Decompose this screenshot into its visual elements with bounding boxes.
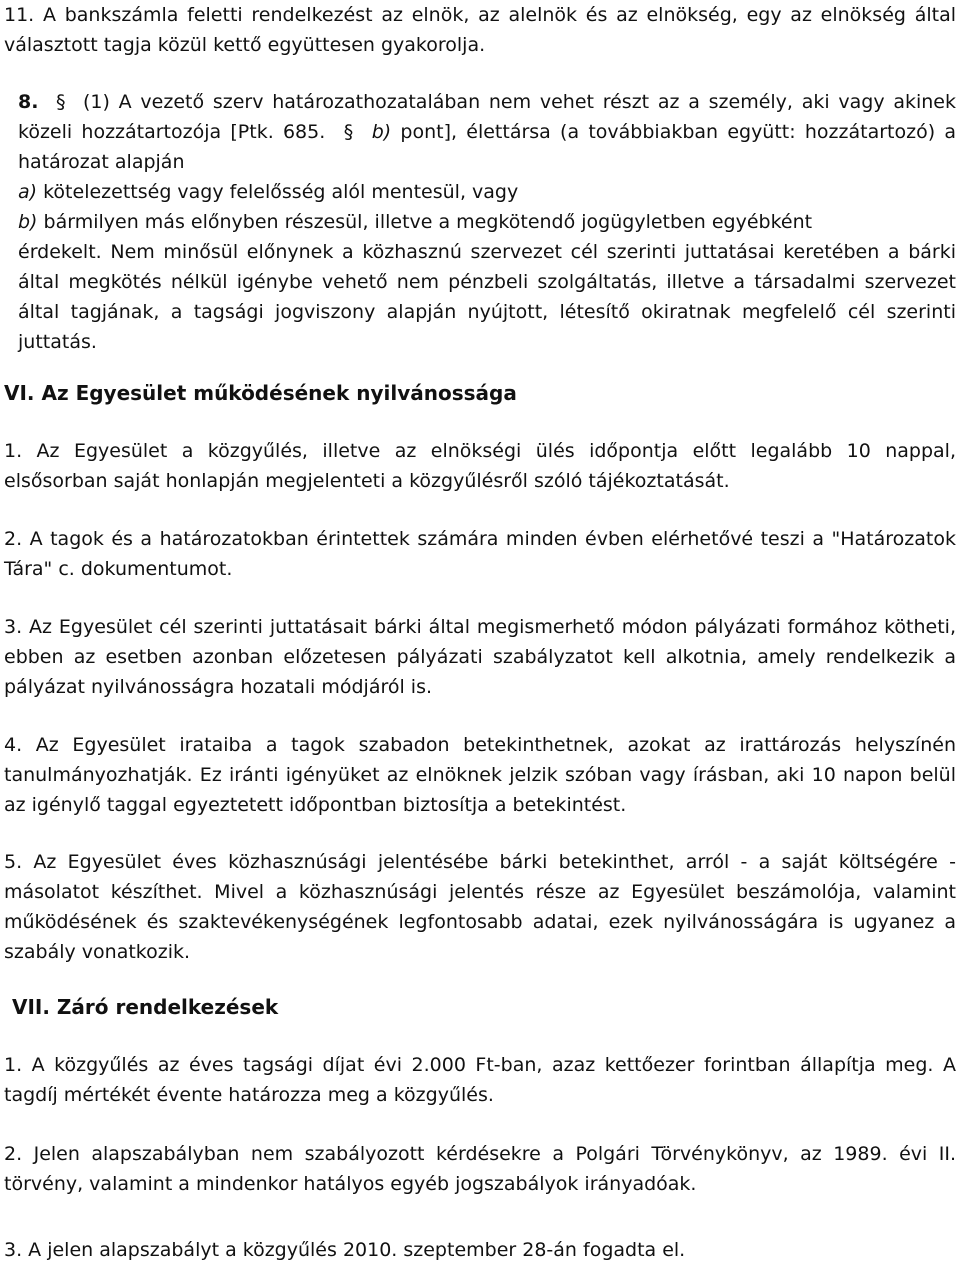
paragraph-8-lead: (1) A vezető szerv határozathozatalában nem vehet részt az a személy, aki vagy akinek közeli hozzátartozója [Ptk. 685. (18, 91, 956, 143)
section-7-paragraph-2-text: 2. Jelen alapszabályban nem szabályozott kérdésekre a Polgári Törvénykönyv, az 1989. évi II. törvény, valamint a mindenkor hatályos egyéb jogszabályok irányadóak. (4, 1143, 956, 1195)
section-7-paragraph-1 (4, 1050, 956, 1110)
section-6-title: VI. Az Egyesület működésének nyilvánossága (4, 381, 517, 405)
section-6-paragraph-5 (4, 847, 956, 967)
section-7-paragraph-1-text: 1. A közgyűlés az éves tagsági díjat évi 2.000 Ft-ban, azaz kettőezer forintban állapítja meg. A tagdíj mértékét évente határozza meg a közgyűlés. (4, 1054, 956, 1106)
section-7-paragraph-3-text: 3. A jelen alapszabályt a közgyűlés 2010. szeptember 28-án fogadta el. (4, 1239, 686, 1261)
section-sign-icon: § (47, 91, 75, 113)
paragraph-8 (18, 87, 956, 357)
paragraph-11 (4, 0, 956, 60)
paragraph-8-lead2: pont], élettársa (a továbbiakban együtt: hozzátartozó) a határozat alapján (18, 121, 956, 173)
section-6-paragraph-2 (4, 524, 956, 584)
section-7-paragraph-3 (4, 1235, 956, 1265)
item-a-label: a) (18, 181, 38, 203)
paragraph-8-item-a (18, 177, 956, 207)
item-b-label: b) (18, 211, 38, 233)
item-b-text: bármilyen más előnyben részesül, illetve a megkötendő jogügyletben egyébként (43, 211, 813, 233)
section-6-paragraph-4-text: 4. Az Egyesület irataiba a tagok szabadon betekinthetnek, azokat az irattározás helyszínén tanulmányozhatják. Ez iránti igényüket az elnöknek jelzik szóban vagy írásban, aki 10 napon belül az igénylő taggal egyeztetett időpontban biztosítja a betekintést. (4, 734, 956, 816)
item-a-text: kötelezettség vagy felelősség alól mentesül, vagy (43, 181, 519, 203)
section-7-title: VII. Záró rendelkezések (12, 995, 279, 1019)
section-6-paragraph-3 (4, 612, 956, 702)
paragraph-8-item-b (18, 207, 956, 237)
paragraph-8-rest: érdekelt. Nem minősül előnynek a közhasznú szervezet cél szerinti juttatásai keretében a bárki által megkötés nélkül igénybe vehető nem pénzbeli szolgáltatás, illetve a társadalmi szervezet által tagjának, a tagsági jogviszony alapján nyújtott, létesítő okiratnak megfelelő cél szerinti juttatás. (18, 241, 956, 353)
section-6-paragraph-2-text: 2. A tagok és a határozatokban érintettek számára minden évben elérhetővé teszi a "Határozatok Tára" c. dokumentumot. (4, 528, 956, 580)
paragraph-11-text: 11. A bankszámla feletti rendelkezést az elnök, az alelnök és az elnökség, egy az elnökség által választott tagja közül kettő együttesen gyakorolja. (4, 4, 956, 56)
section-6-paragraph-5-text: 5. Az Egyesület éves közhasznúsági jelentésébe bárki betekinthet, arról - a saját költségére - másolatot készíthet. Mivel a közhasznúsági jelentés része az Egyesület beszámolója, valamint működésének és szaktevékenységének legfontosabb adatai, ezek nyilvánosságára is ugyanez a szabály vonatkozik. (4, 851, 956, 963)
section-6-paragraph-1-text: 1. Az Egyesület a közgyűlés, illetve az elnökségi ülés időpontja előtt legalább 10 nappal, elsősorban saját honlapján megjelenteti a közgyűlésről szóló tájékoztatását. (4, 440, 956, 492)
section-7-paragraph-2 (4, 1139, 956, 1199)
section-6-paragraph-3-text: 3. Az Egyesület cél szerinti juttatásait bárki által megismerhető módon pályázati formához kötheti, ebben az esetben azonban előzetesen pályázati szabályzatot kell alkotnia, amely rendelkezik a pályázat nyilvánosságra hozatali módjáról is. (4, 616, 956, 698)
paragraph-8-ref: b) (371, 121, 392, 143)
section-sign-icon: § (334, 121, 363, 143)
section-6-paragraph-4 (4, 730, 956, 820)
paragraph-8-number: 8. (18, 91, 39, 113)
section-6-paragraph-1 (4, 436, 956, 496)
